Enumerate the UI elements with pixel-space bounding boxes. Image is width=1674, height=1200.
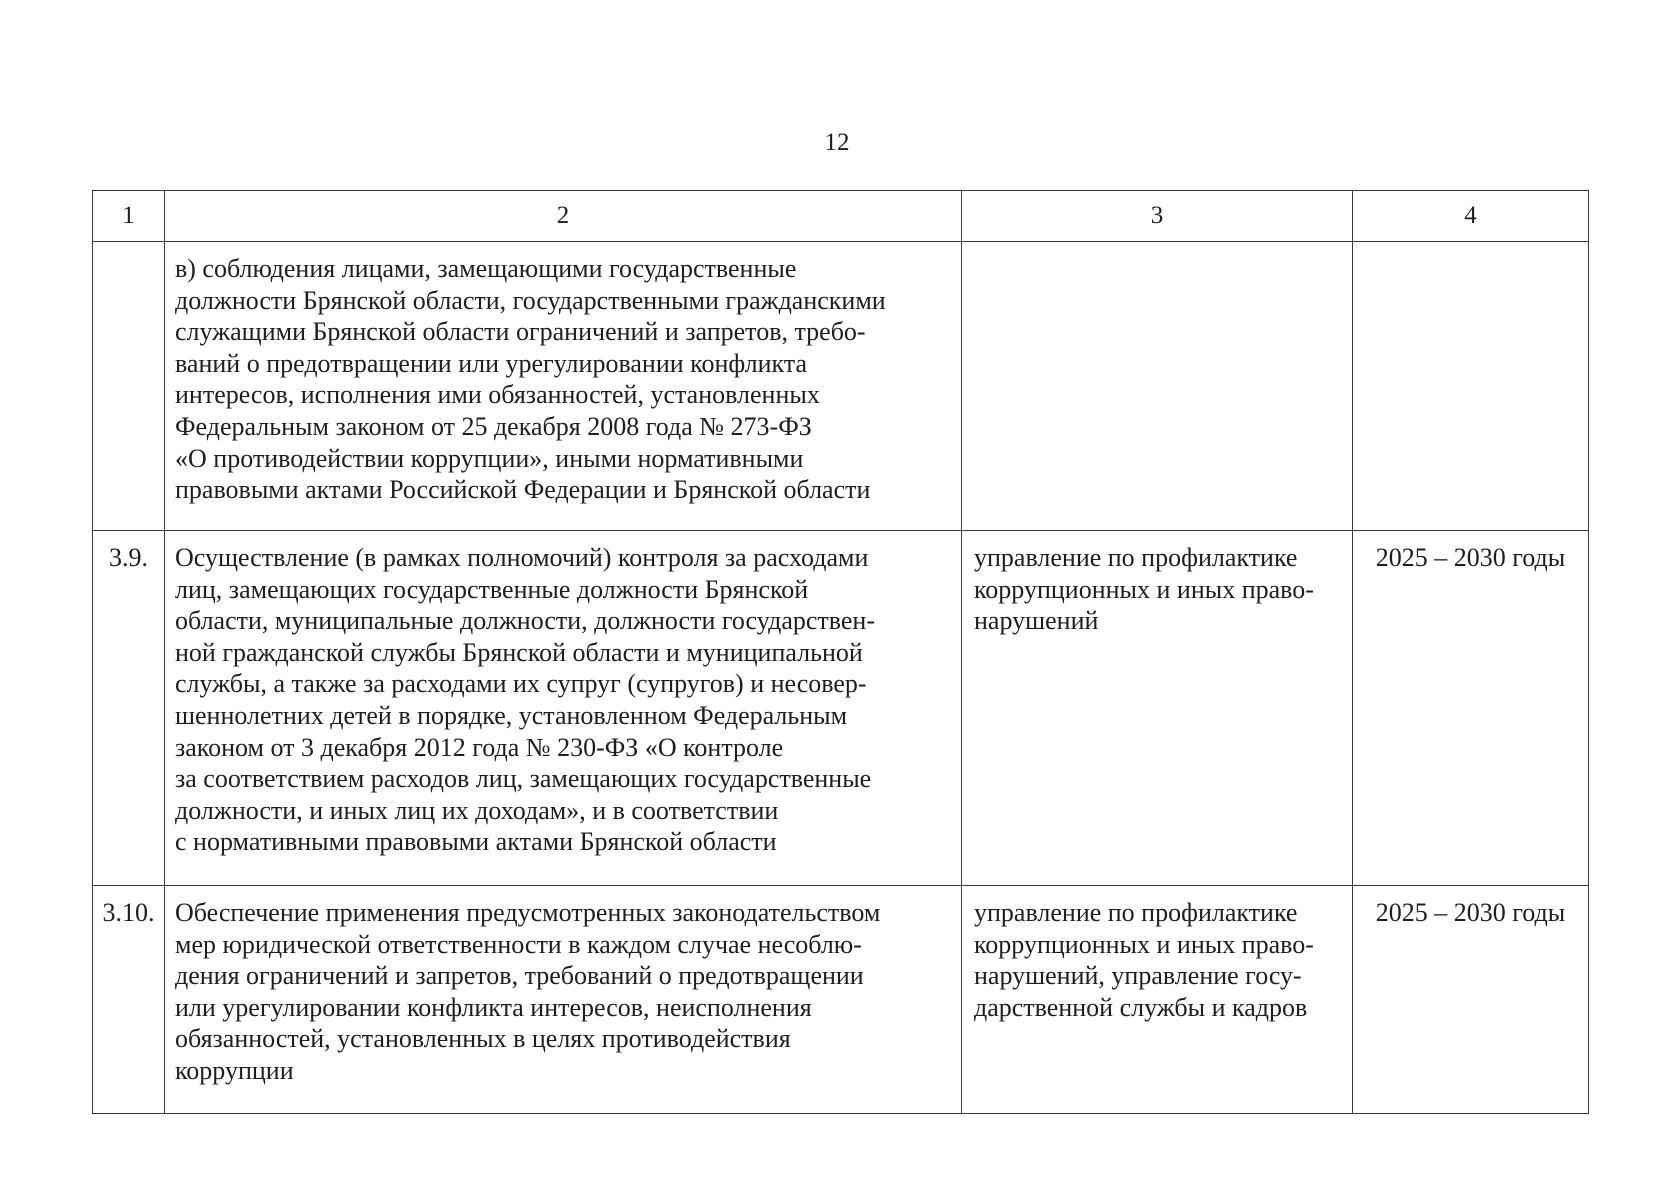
text-line: дарственной службы и кадров [974, 992, 1308, 1022]
text-line: в) соблюдения лицами, замещающими государственные [175, 254, 797, 283]
text-line: за соответствием расходов лиц, замещающих государственные [175, 764, 872, 794]
measure-text [165, 886, 962, 1114]
text-line: дения ограничений и запретов, требований о предотвращении [175, 961, 864, 991]
text-line: коррупционных и иных право- [974, 574, 1314, 604]
text-line: правовыми актами Российской Федерации и Брянской области [175, 475, 871, 505]
text-line: или урегулировании конфликта интересов, неисполнения [175, 992, 812, 1022]
text-line: законом от 3 декабря 2012 года № 230-ФЗ «О контроле [175, 732, 784, 762]
page-number: 12 [824, 129, 850, 156]
responsible-unit [962, 242, 1353, 531]
text-line: обязанностей, установленных в целях противодействия [175, 1024, 791, 1054]
text-line: интересов, исполнения ими обязанностей, установленных [175, 380, 820, 410]
text-line: нарушений, управление госу- [974, 961, 1302, 991]
column-number-3: 3 [962, 191, 1353, 242]
text-line: «О противодействии коррупции», иными нормативными [175, 443, 804, 473]
text-line: мер юридической ответственности в каждом случае несоблю- [175, 929, 862, 959]
text-line: ной гражданской службы Брянской области и муниципальной [175, 637, 863, 667]
text-line: коррупционных и иных право- [974, 929, 1314, 959]
item-number [93, 242, 165, 531]
text-line: нарушений [974, 606, 1099, 636]
text-line: должности, и иных лиц их доходам», и в соответствии [175, 795, 779, 825]
text-line: Осуществление (в рамках полномочий) контроля за расходами [175, 543, 869, 572]
responsible-unit [962, 886, 1353, 1114]
table-row [93, 886, 1589, 1114]
text-line: Федеральным законом от 25 декабря 2008 года № 273-ФЗ [175, 411, 812, 441]
column-number-2: 2 [165, 191, 962, 242]
responsible-unit [962, 531, 1353, 886]
column-number-4: 4 [1353, 191, 1589, 242]
text-line: области, муниципальные должности, должности государствен- [175, 606, 875, 636]
text-line: коррупции [175, 1055, 294, 1085]
text-line: шеннолетних детей в порядке, установленном Федеральным [175, 700, 848, 730]
text-line: ваний о предотвращении или урегулировании конфликта [175, 348, 807, 378]
text-line: служащими Брянской области ограничений и запретов, требо- [175, 317, 866, 347]
implementation-period [1353, 242, 1589, 531]
implementation-period: 2025 – 2030 годы [1353, 886, 1589, 1114]
measure-text [165, 531, 962, 886]
item-number: 3.10. [93, 886, 165, 1114]
text-line: управление по профилактике [974, 898, 1298, 927]
column-number-1: 1 [93, 191, 165, 242]
measures-table [92, 190, 1589, 1114]
text-line: службы, а также за расходами их супруг (супругов) и несовер- [175, 669, 867, 699]
item-number: 3.9. [93, 531, 165, 886]
table-header-row [93, 191, 1589, 242]
measure-text [165, 242, 962, 531]
table-row [93, 531, 1589, 886]
text-line: Обеспечение применения предусмотренных законодательством [175, 898, 881, 927]
text-line: управление по профилактике [974, 543, 1298, 572]
text-line: должности Брянской области, государственными гражданскими [175, 285, 886, 315]
text-line: с нормативными правовыми актами Брянской области [175, 827, 777, 857]
table-row [93, 242, 1589, 531]
text-line: лиц, замещающих государственные должности Брянской [175, 574, 809, 604]
implementation-period: 2025 – 2030 годы [1353, 531, 1589, 886]
